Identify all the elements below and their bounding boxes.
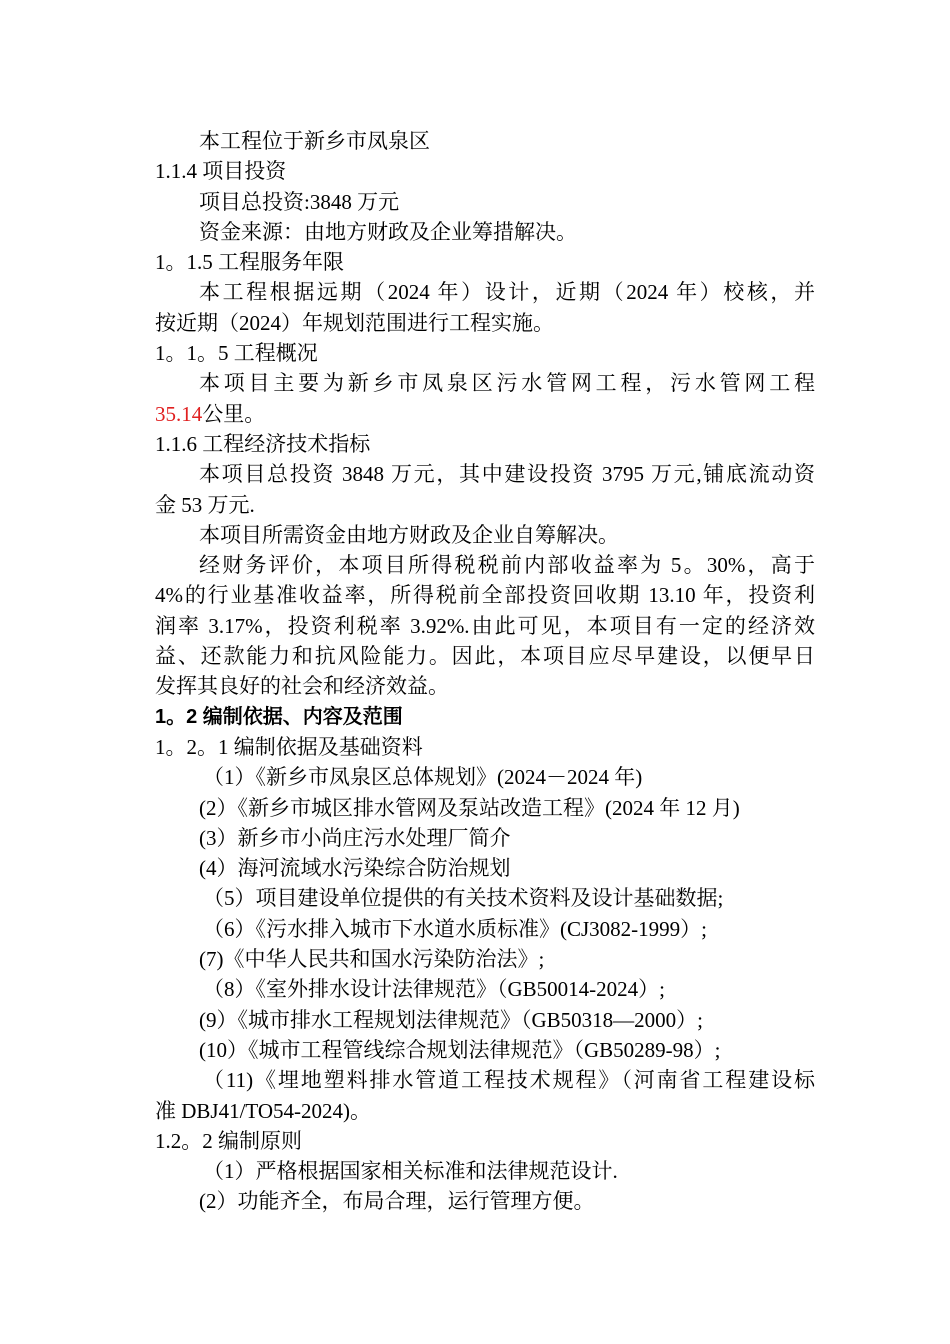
principle-item-2: (2）功能齐全，布局合理，运行管理方便。 <box>199 1189 595 1214</box>
list-item-11-line2: 准 DBJ41/TO54-2024)。 <box>155 1098 372 1123</box>
heading-1-1-5-service-years: 1。1.5 工程服务年限 <box>155 250 344 275</box>
heading-1-1-4: 1.1.4 项目投资 <box>155 159 287 184</box>
list-item-1: （1）《新乡市凤泉区总体规划》(2024－2024 年) <box>203 765 643 790</box>
list-item-11-line1: （11)《埋地塑料排水管道工程技术规程》（河南省工程建设标 <box>203 1068 815 1093</box>
principle-item-1: （1）严格根据国家相关标准和法律规范设计. <box>203 1159 618 1184</box>
heading-1-1-6: 1.1.6 工程经济技术指标 <box>155 431 371 456</box>
list-item-4: (4）海河流域水污染综合防治规划 <box>199 856 511 881</box>
document-body <box>155 126 815 1217</box>
list-item-6: （6）《污水排入城市下水道水质标准》(CJ3082-1999）; <box>203 916 707 941</box>
paragraph-self-funding: 本项目所需资金由地方财政及企业自筹解决。 <box>199 522 619 547</box>
list-item-7: (7)《中华人民共和国水污染防治法》; <box>199 947 545 972</box>
section-heading-1-2: 1。2 编制依据、内容及范围 <box>155 705 403 728</box>
paragraph-location: 本工程位于新乡市凤泉区 <box>199 129 430 153</box>
heading-1-2-1: 1。2。1 编制依据及基础资料 <box>155 734 423 759</box>
paragraph-financial-line3: 润率 3.17%，投资利税率 3.92%.由此可见，本项目有一定的经济效 <box>155 613 815 638</box>
paragraph-financial-line4: 益、还款能力和抗风险能力。因此，本项目应尽早建设，以便早日 <box>155 644 815 669</box>
paragraph-design-period-line2: 按近期（2024）年规划范围进行工程实施。 <box>155 310 554 335</box>
list-item-10: (10）《城市工程管线综合规划法律规范》（GB50289-98）; <box>199 1037 721 1062</box>
heading-1-1-5-overview: 1。1。5 工程概况 <box>155 341 318 366</box>
list-item-9: (9）《城市排水工程规划法律规范》（GB50318—2000）; <box>199 1007 703 1032</box>
paragraph-indicators-line1: 本项目总投资 3848 万元，其中建设投资 3795 万元,铺底流动资 <box>199 462 815 487</box>
paragraph-indicators-line2: 金 53 万元. <box>155 492 255 517</box>
paragraph-overview-line2 <box>155 399 815 429</box>
highlighted-length: 35.14 <box>155 401 203 426</box>
paragraph-overview-line1: 本项目主要为新乡市凤泉区污水管网工程，污水管网工程 <box>199 371 815 396</box>
paragraph-financial-line1: 经财务评价，本项目所得税税前内部收益率为 5。30%，高于 <box>199 553 815 578</box>
paragraph-total-investment: 项目总投资:3848 万元 <box>199 189 400 214</box>
paragraph-design-period-line1: 本工程根据远期（2024 年）设计，近期（2024 年）校核，并 <box>199 280 815 305</box>
paragraph-fund-source: 资金来源：由地方财政及企业筹措解决。 <box>199 219 577 244</box>
list-item-3: (3）新乡市小尚庄污水处理厂简介 <box>199 825 511 850</box>
paragraph-financial-line5: 发挥其良好的社会和经济效益。 <box>155 674 449 699</box>
heading-1-2-2: 1.2。2 编制原则 <box>155 1128 302 1153</box>
unit-km: 公里。 <box>202 401 266 426</box>
list-item-8: （8）《室外排水设计法律规范》（GB50014-2024）; <box>203 977 665 1002</box>
list-item-2: (2）《新乡市城区排水管网及泵站改造工程》(2024 年 12 月) <box>199 795 740 820</box>
list-item-5: （5）项目建设单位提供的有关技术资料及设计基础数据; <box>203 886 724 911</box>
paragraph-financial-line2: 4%的行业基准收益率，所得税前全部投资回收期 13.10 年，投资利 <box>155 583 815 608</box>
